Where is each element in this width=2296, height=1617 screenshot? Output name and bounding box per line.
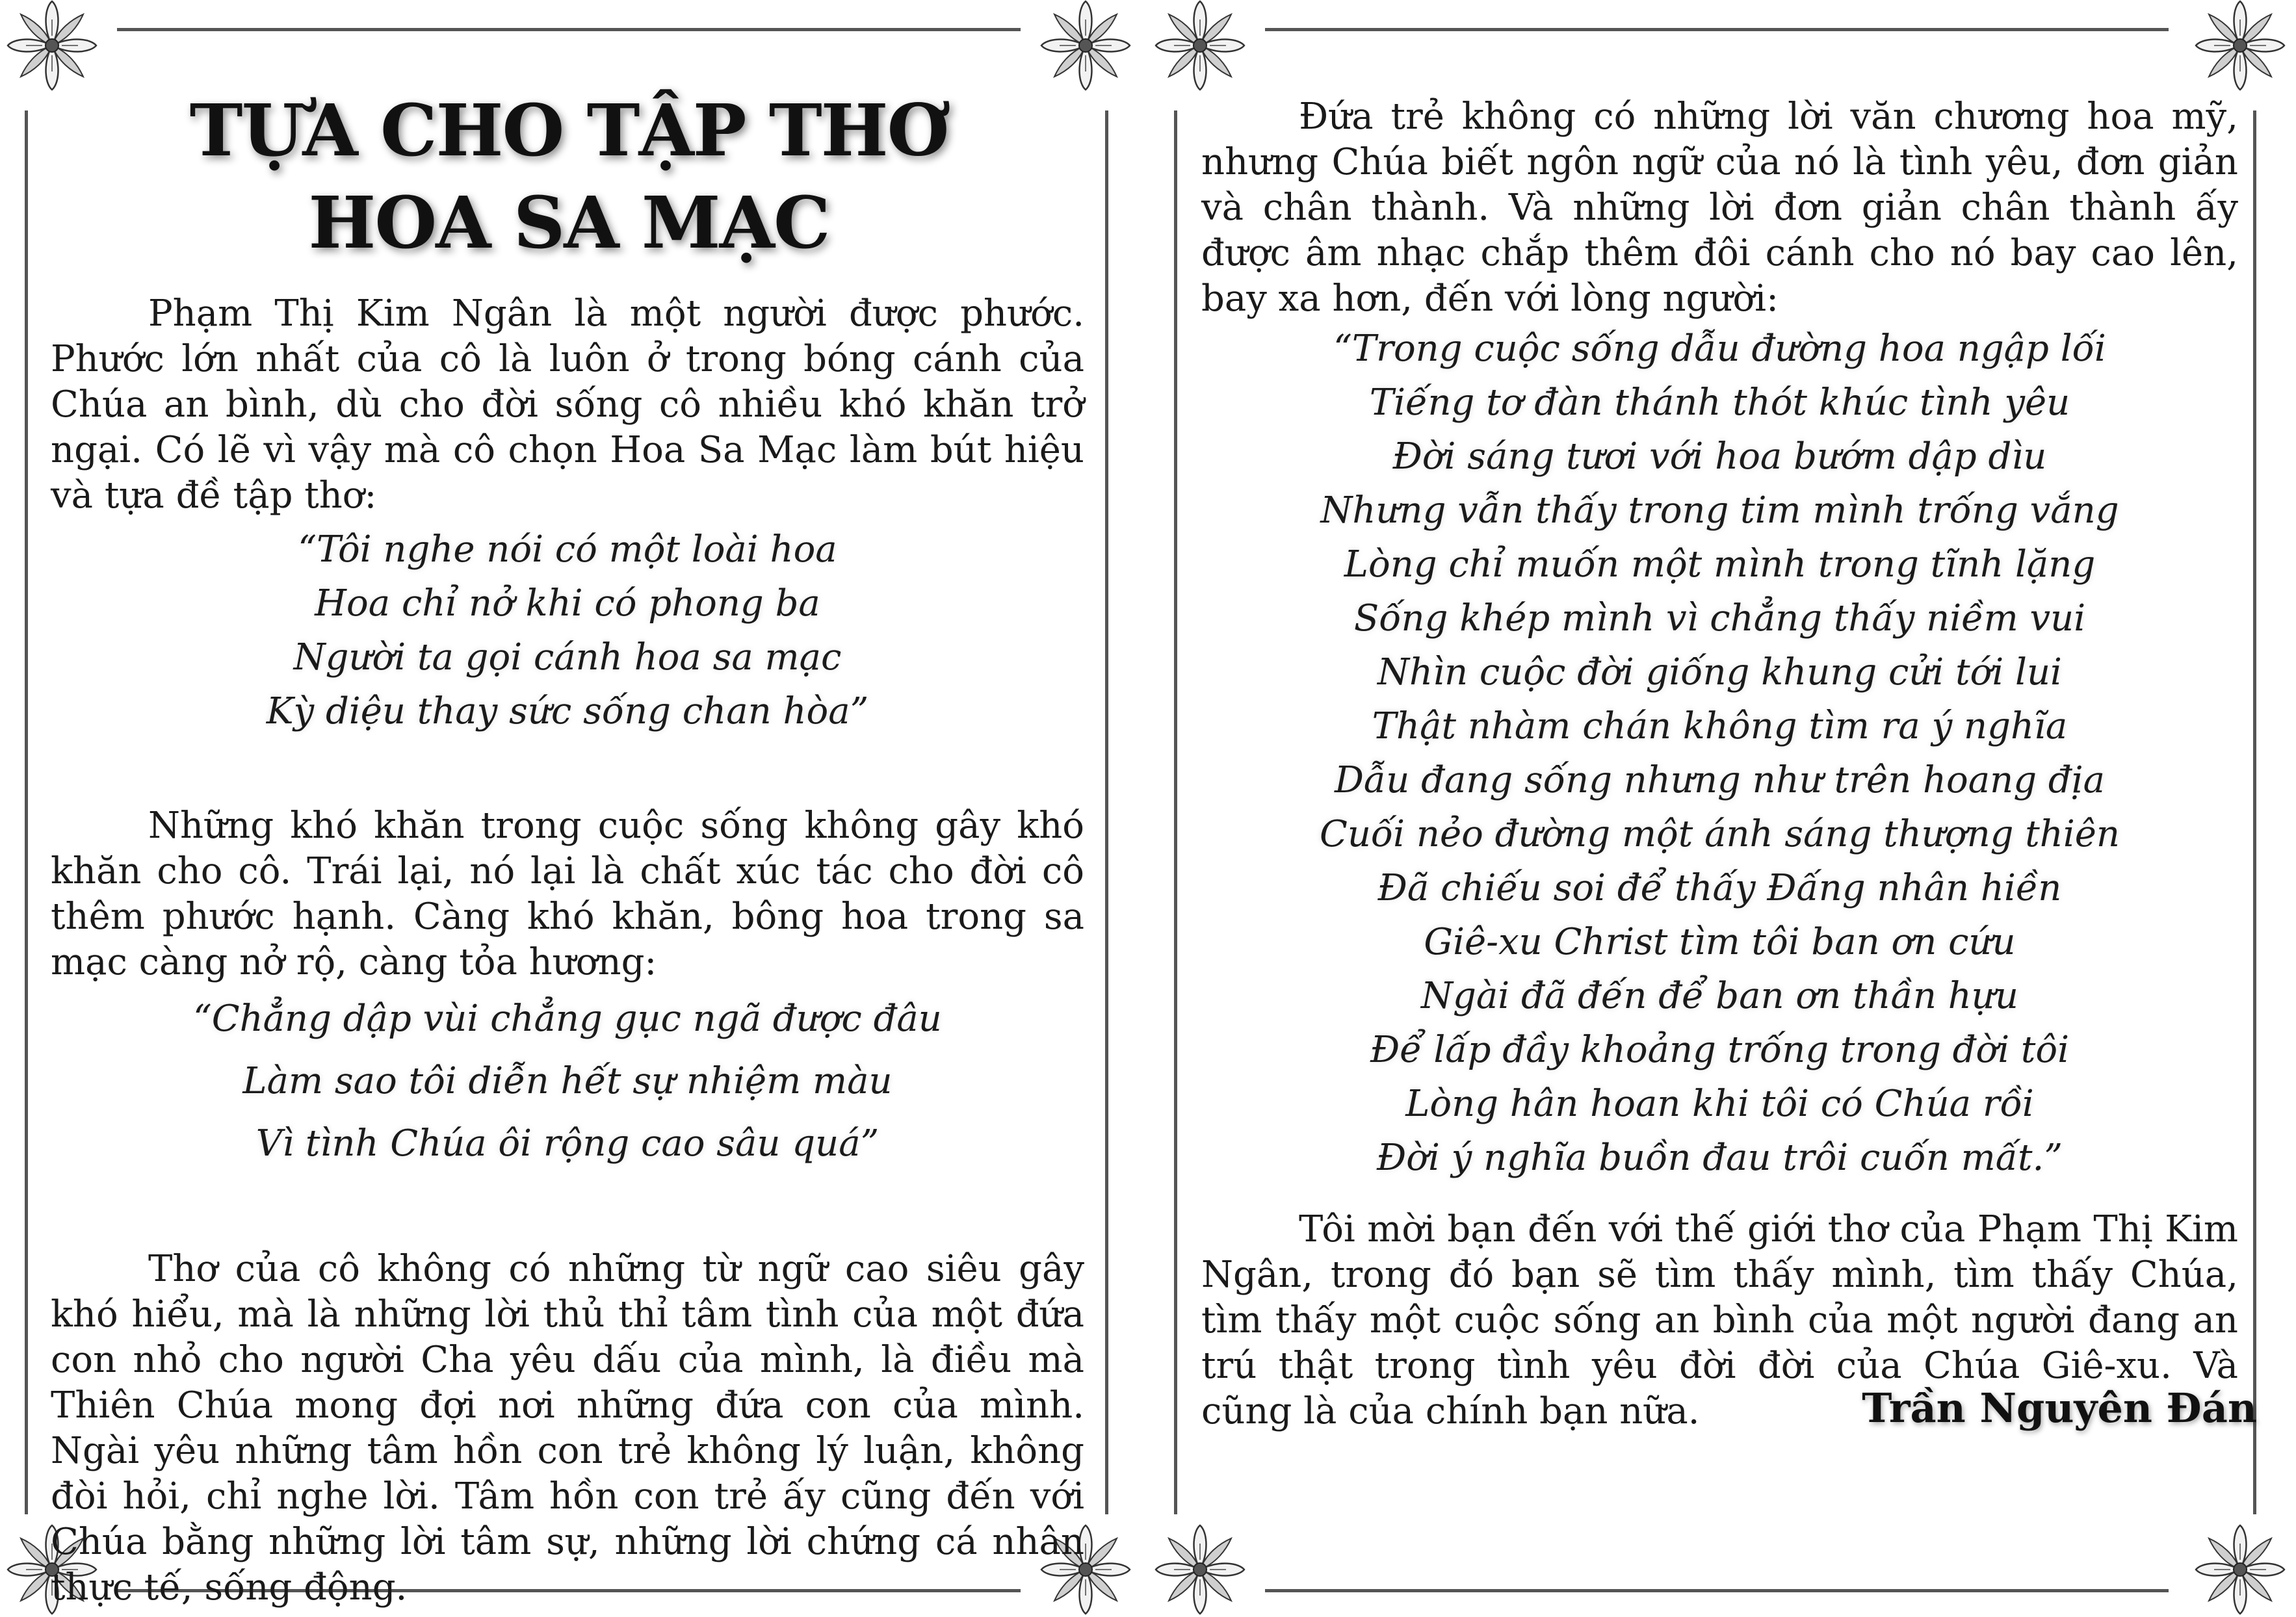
poem-line: Nhìn cuộc đời giống khung cửi tới lui xyxy=(1377,651,2062,693)
left-content xyxy=(51,291,1084,1611)
floral-corner-icon xyxy=(1040,0,1131,91)
poem-line: “Trong cuộc sống dẫu đường hoa ngập lối xyxy=(1333,328,2106,370)
poem-line: “Tôi nghe nói có một loài hoa xyxy=(298,528,837,571)
poem-line: Sống khép mình vì chẳng thấy niềm vui xyxy=(1353,597,2086,640)
poem-line: Làm sao tôi diễn hết sự nhiệm màu xyxy=(242,1060,893,1102)
floral-corner-icon xyxy=(2195,1524,2286,1615)
poem-excerpt-1 xyxy=(51,523,1084,738)
floral-corner-icon xyxy=(7,0,98,91)
poem-line: Ngài đã đến để ban ơn thần hựu xyxy=(1421,975,2018,1017)
poem-line: Giê-xu Christ tìm tôi ban ơn cứu xyxy=(1424,921,2016,963)
floral-corner-icon xyxy=(2195,0,2286,91)
poem-line: Cuối nẻo đường một ánh sáng thượng thiên xyxy=(1320,813,2120,855)
poem-line: Lòng chỉ muốn một mình trong tĩnh lặng xyxy=(1344,543,2096,586)
paragraph-invitation: Tôi mời bạn đến với thế giới thơ của Phạm Thị Kim Ngân, trong đó bạn sẽ tìm thấy mình, tìm thấy Chúa, tìm thấy một cuộc sống an bình của một người đang an trú thật trong tình yêu đời đời của Chúa Giê-xu. Và cũng là của chính bạn nữa. xyxy=(1201,1208,2238,1432)
title-line-2: HOA SA MẠC xyxy=(308,181,829,265)
right-border xyxy=(2253,110,2256,1514)
title-line-1: TỰA CHO TẬP THƠ xyxy=(189,88,948,172)
bottom-rule xyxy=(1265,1589,2169,1592)
poem-line: Đã chiếu soi để thấy Đấng nhân hiền xyxy=(1377,867,2062,909)
top-rule xyxy=(117,28,1021,31)
paragraph-poetry: Thơ của cô không có những từ ngữ cao siêu gây khó hiểu, mà là những lời thủ thỉ tâm tình của một đứa con nhỏ cho người Cha yêu dấu của mình, là điều mà Thiên Chúa mong đợi nơi những đứa con của mình. Ngài yêu những tâm hồn con trẻ không lý luận, không đòi hỏi, chỉ nghe lời. Tâm hồn con trẻ ấy cũng đến với Chúa bằng những lời tâm sự, những lời chứng cá nhân thực tế, sống động. xyxy=(51,1248,1084,1609)
poem-line: “Chẳng dập vùi chẳng gục ngã được đâu xyxy=(193,998,942,1040)
poem-line: Lòng hân hoan khi tôi có Chúa rồi xyxy=(1405,1083,2034,1125)
right-content xyxy=(1201,94,2238,1434)
poem-line: Đời ý nghĩa buồn đau trôi cuốn mất.” xyxy=(1377,1137,2063,1179)
right-page xyxy=(1148,0,2296,1617)
poem-line: Kỳ diệu thay sức sống chan hòa” xyxy=(266,690,869,732)
poem-line: Nhưng vẫn thấy trong tim mình trống vắng xyxy=(1320,489,2119,532)
poem-line: Vì tình Chúa ôi rộng cao sâu quá” xyxy=(255,1122,880,1165)
paragraph-intro: Phạm Thị Kim Ngân là một người được phước. Phước lớn nhất của cô là luôn ở trong bóng cánh của Chúa an bình, dù cho đời sống cô nhiều khó khăn trở ngại. Có lẽ vì vậy mà cô chọn Hoa Sa Mạc làm bút hiệu và tựa đề tập thơ: xyxy=(51,292,1084,517)
author-signature: Trần Nguyên Đán xyxy=(1862,1384,2257,1432)
floral-corner-icon xyxy=(1155,1524,1246,1615)
poem-line: Để lấp đầy khoảng trống trong đời tôi xyxy=(1370,1029,2070,1071)
page-title xyxy=(117,84,1021,269)
left-border xyxy=(1174,110,1177,1514)
top-rule xyxy=(1265,28,2169,31)
right-border xyxy=(1105,110,1108,1514)
poem-line: Dẫu đang sống nhưng như trên hoang địa xyxy=(1335,759,2105,801)
poem-line: Tiếng tơ đàn thánh thót khúc tình yêu xyxy=(1369,382,2070,424)
poem-line: Hoa chỉ nở khi có phong ba xyxy=(315,582,820,625)
poem-excerpt-2 xyxy=(51,988,1084,1175)
poem-line: Thật nhàm chán không tìm ra ý nghĩa xyxy=(1372,705,2068,747)
poem-full xyxy=(1201,322,2238,1185)
poem-line: Người ta gọi cánh hoa sa mạc xyxy=(293,636,842,679)
paragraph-child: Đứa trẻ không có những lời văn chương hoa mỹ, nhưng Chúa biết ngôn ngữ của nó là tình yêu, đơn giản và chân thành. Và những lời đơn giản chân thành ấy được âm nhạc chắp thêm đôi cánh cho nó bay cao lên, bay xa hơn, đến với lòng người: xyxy=(1201,96,2238,320)
poem-line: Đời sáng tươi với hoa bướm dập dìu xyxy=(1392,435,2047,478)
left-border xyxy=(25,110,28,1514)
paragraph-difficulties: Những khó khăn trong cuộc sống không gây khó khăn cho cô. Trái lại, nó lại là chất xúc tác cho đời cô thêm phước hạnh. Càng khó khăn, bông hoa trong sa mạc càng nở rộ, càng tỏa hương: xyxy=(51,805,1084,983)
floral-corner-icon xyxy=(1155,0,1246,91)
